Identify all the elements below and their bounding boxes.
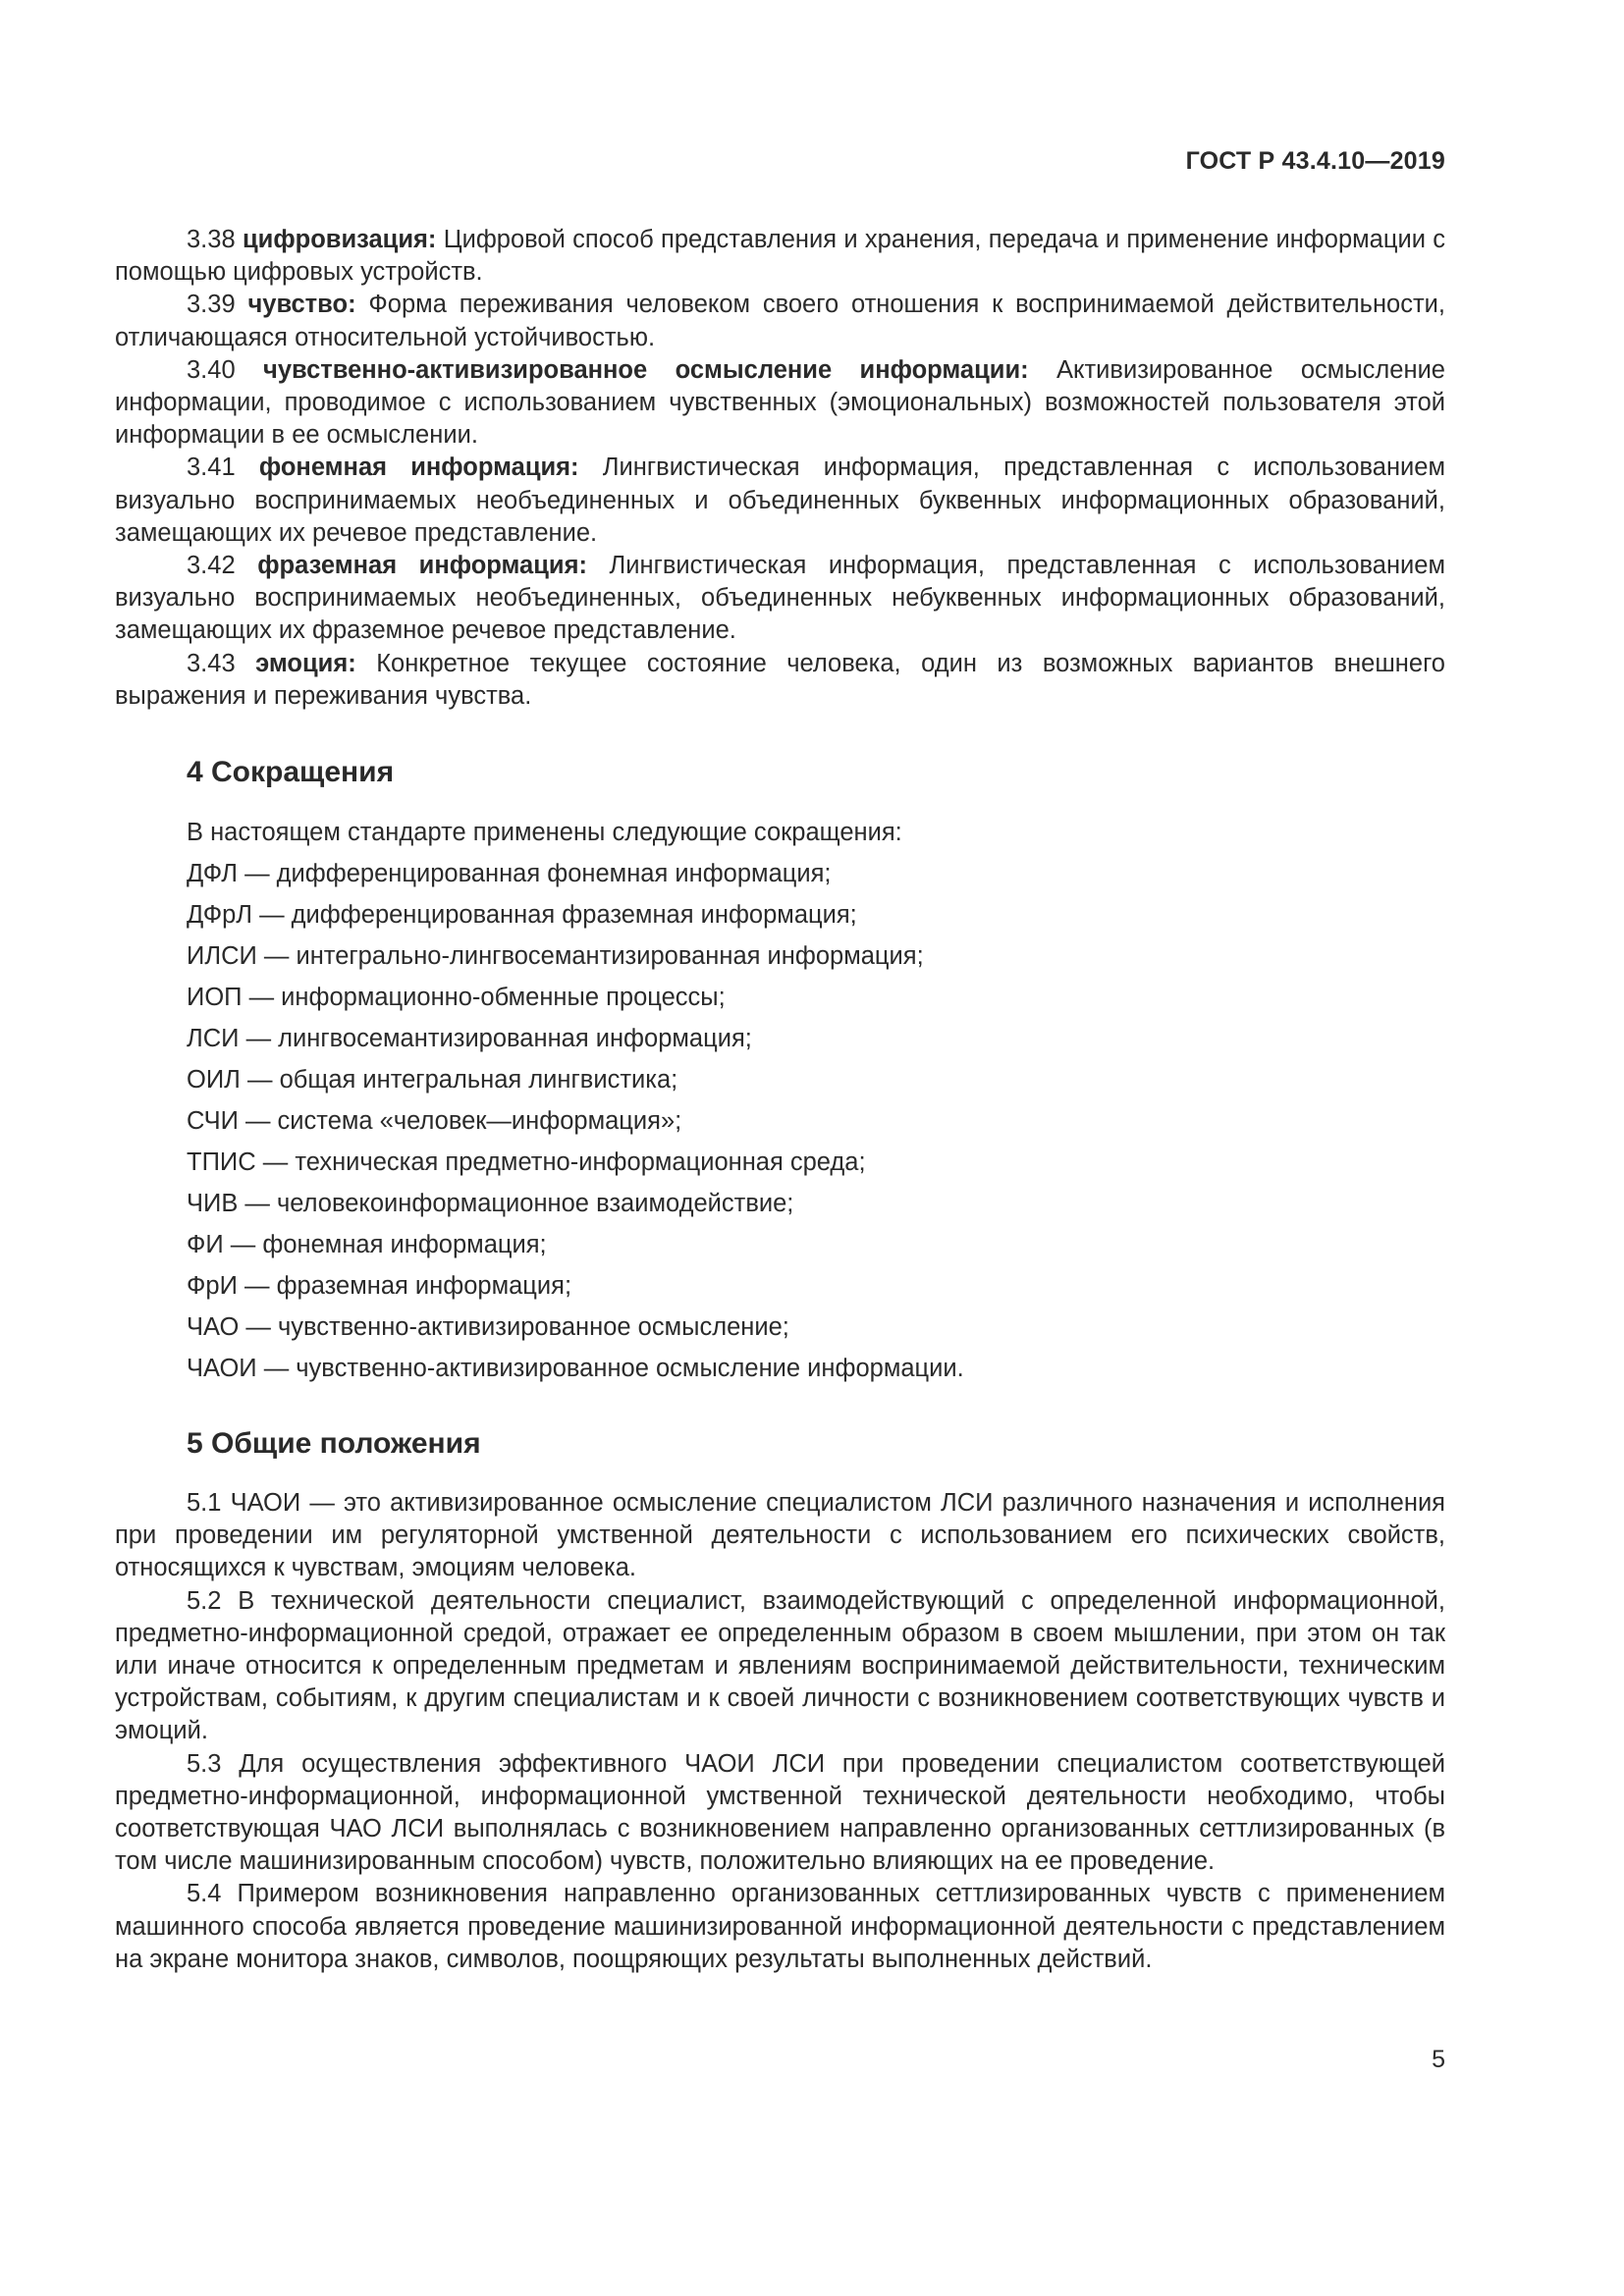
definition-text: Форма переживания человеком своего отношения к воспринимаемой действительности, отличающаяся относительной устойчивостью.: [115, 291, 1445, 351]
definition-text: Лингвистическая информация, представленная с использованием визуально воспринимаемых необъединенных и объединенных буквенных информационных образований, замещающих их речевое представление.: [115, 454, 1445, 547]
definition-number: 3.42: [187, 552, 236, 580]
definition-term: цифровизация:: [242, 226, 437, 253]
paragraph: 5.2 В технической деятельности специалист, взаимодействующий с определенной информационной, предметно-информационной средой, отражает ее определенным образом в своем мышлении, при этом он так или иначе относится к определенным предметам и явлениям воспринимаемой действительности, техническим устройствам, событиям, к другим специалистам и к своей личности с возникновением соответствующих чувств и эмоций.: [115, 1586, 1445, 1745]
definition-number: 3.43: [187, 649, 236, 677]
definition-number: 3.39: [187, 291, 236, 319]
document-header: ГОСТ Р 43.4.10—2019: [1185, 147, 1445, 175]
definition-number: 3.38: [187, 226, 236, 253]
abbreviation-item: ТПИС — техническая предметно-информационная среда;: [187, 1148, 866, 1177]
definition-number: 3.40: [187, 355, 236, 384]
page-number: 5: [1432, 2046, 1445, 2073]
definition-term: эмоция:: [255, 649, 356, 677]
abbreviation-item: ДФЛ — дифференцированная фонемная информация;: [187, 860, 832, 888]
section-4-heading: 4 Сокращения: [187, 756, 395, 789]
definition-text: Активизированное осмысление информации, проводимое с использованием чувственных (эмоциональных) возможностей пользователя этой информации в ее осмыслении.: [115, 355, 1445, 450]
abbreviation-item: ДФрЛ — дифференцированная фраземная информация;: [187, 901, 857, 930]
abbreviation-item: ФИ — фонемная информация;: [187, 1231, 547, 1259]
abbreviation-item: ЧИВ — человекоинформационное взаимодействие;: [187, 1190, 794, 1218]
definition-item: [115, 550, 1445, 648]
definitions-list: [115, 224, 1445, 713]
general-provisions: [115, 1487, 1445, 1976]
abbreviation-item: ИОП — информационно-обменные процессы;: [187, 984, 726, 1012]
abbreviation-item: ЛСИ — лингвосемантизированная информация;: [187, 1025, 752, 1053]
definition-item: [115, 648, 1445, 713]
abbreviation-item: ИЛСИ — интегрально-лингвосемантизированная информация;: [187, 942, 924, 971]
definition-text: Конкретное текущее состояние человека, один из возможных вариантов внешнего выражения и переживания чувства.: [115, 649, 1445, 710]
document-body: [115, 224, 1445, 1976]
definition-item: [115, 224, 1445, 289]
paragraph: 5.1 ЧАОИ — это активизированное осмысление специалистом ЛСИ различного назначения и исполнения при проведении им регуляторной умственной деятельности с использованием его психических свойств, относящихся к чувствам, эмоциям человека.: [115, 1489, 1445, 1582]
abbreviations-intro: В настоящем стандарте применены следующие сокращения:: [187, 819, 902, 847]
abbreviation-item: ФрИ — фраземная информация;: [187, 1272, 572, 1301]
definition-text: Цифровой способ представления и хранения, передача и применение информации с помощью цифровых устройств.: [115, 226, 1446, 287]
definition-number: 3.41: [187, 454, 236, 482]
abbreviation-item: ЧАО — чувственно-активизированное осмысление;: [187, 1313, 789, 1342]
abbreviation-item: СЧИ — система «человек—информация»;: [187, 1107, 682, 1136]
paragraph: 5.3 Для осуществления эффективного ЧАОИ ЛСИ при проведении специалистом соответствующей предметно-информационной, информационной умственной технической деятельности необходимо, чтобы соответствующая ЧАО ЛСИ выполнялась с возникновением направленно организованных сеттлизированных (в том числе машинизированным способом) чувств, положительно влияющих на ее проведение.: [115, 1749, 1445, 1876]
definition-term: чувство:: [247, 291, 356, 319]
definition-text: Лингвистическая информация, представленная с использованием визуально воспринимаемых необъединенных, объединенных небуквенных информационных образований, замещающих их фраземное речевое представление.: [115, 552, 1445, 645]
definition-term: фонемная информация:: [258, 454, 579, 482]
definition-item: [115, 452, 1445, 550]
abbreviations-list: [115, 859, 1445, 1383]
definition-item: [115, 354, 1445, 453]
section-5-heading: 5 Общие положения: [187, 1427, 481, 1461]
definition-term: чувственно-активизированное осмысление информации:: [263, 355, 1029, 384]
definition-term: фраземная информация:: [257, 552, 587, 580]
abbreviation-item: ОИЛ — общая интегральная лингвистика;: [187, 1066, 678, 1095]
abbreviation-item: ЧАОИ — чувственно-активизированное осмысление информации.: [187, 1355, 964, 1383]
definition-item: [115, 289, 1445, 353]
paragraph: 5.4 Примером возникновения направленно организованных сеттлизированных чувств с применением машинного способа является проведение машинизированной информационной деятельности с представлением на экране монитора знаков, символов, поощряющих результаты выполненных действий.: [115, 1880, 1445, 1973]
